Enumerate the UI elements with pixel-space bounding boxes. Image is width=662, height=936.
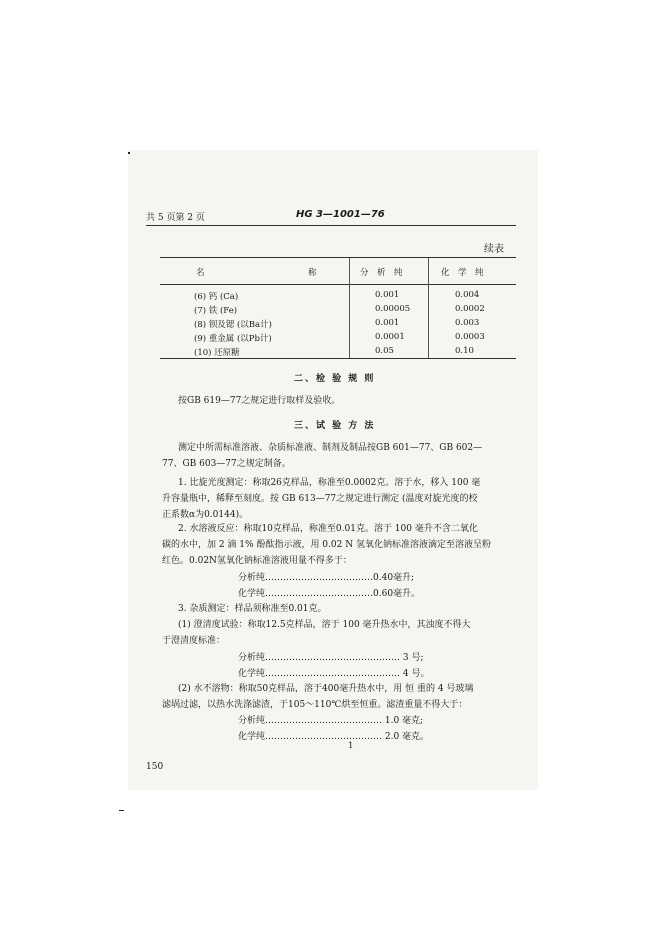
limit-line-analytical: 分析纯………………………………… 1.0 毫克; [238, 716, 424, 726]
paragraph-line: 红色。0.02N氢氧化钠标准溶液用量不得多于： [162, 556, 352, 566]
limit-line-chemical: 化学纯……………………………………… 4 号。 [238, 669, 430, 679]
section-title-test-methods: 三、试 验 方 法 [294, 421, 376, 431]
paragraph-line: 正系数α为0.0144)。 [162, 510, 249, 520]
limit-line-chemical: 化学纯………………………………0.60毫升。 [238, 589, 421, 599]
table-row-analytical: 0.05 [375, 346, 394, 356]
scan-speck [128, 152, 130, 154]
table-row-name: (10) 还原糖 [194, 348, 240, 358]
page-info: 共 5 页第 2 页 [146, 213, 205, 223]
column-header-name-left: 名 [196, 268, 205, 278]
limit-line-analytical: 分析纯……………………………………… 3 号; [238, 653, 424, 663]
paragraph-line: 1. 比旋光度测定：称取26克样品，称准至0.0002克。溶于水，移入 100 毫 [178, 478, 481, 488]
table-bottom-rule [160, 358, 516, 359]
table-top-rule [160, 257, 516, 258]
table-row-chemical: 0.0002 [455, 304, 485, 314]
standard-code: HG 3—1001—76 [296, 209, 385, 220]
paragraph-line: 于澄清度标准： [162, 636, 226, 646]
table-column-divider [349, 258, 350, 358]
table-row-chemical: 0.0003 [455, 332, 485, 342]
limit-line-chemical: 化学纯………………………………… 2.0 毫克。 [238, 732, 430, 742]
column-header-analytical: 分 析 纯 [360, 268, 403, 278]
limit-line-analytical: 分析纯………………………………0.40毫升; [238, 573, 415, 583]
table-row-chemical: 0.003 [455, 318, 480, 328]
page-number: 150 [146, 762, 164, 772]
table-row-analytical: 0.00005 [375, 304, 411, 314]
column-header-name-right: 称 [308, 268, 317, 278]
paragraph-line: (2) 水不溶物：称取50克样品，溶于400毫升热水中，用 恒 重的 4 号玻璃 [178, 684, 474, 694]
paragraph-line: 2. 水溶液反应：称取10克样品，称准至0.01克。溶于 100 毫升不含二氧化 [178, 524, 478, 534]
header-rule [146, 225, 516, 226]
scan-speck [119, 810, 124, 811]
table-caption: 续表 [484, 244, 504, 255]
paragraph-line: (1) 澄清度试验：称取12.5克样品，溶于 100 毫升热水中，其浊度不得大 [178, 620, 471, 630]
paragraph-line: 升容量瓶中，稀释至刻度。按 GB 613—77之规定进行测定 (温度对旋光度的校 [162, 494, 478, 504]
paragraph-line: 碳的水中，加 2 滴 1% 酚酞指示液，用 0.02 N 氢氧化钠标准溶液滴定至溶液呈粉 [162, 540, 491, 550]
table-row-name: (9) 重金属 (以Pb计) [194, 334, 272, 344]
table-row-chemical: 0.004 [455, 290, 480, 300]
column-header-chemical: 化 学 纯 [441, 268, 484, 278]
table-row-analytical: 0.001 [375, 290, 400, 300]
paragraph-line: 77、GB 603—77之规定制备。 [162, 459, 291, 469]
table-row-analytical: 0.0001 [375, 332, 405, 342]
table-row-name: (8) 钡及锶 (以Ba计) [194, 320, 272, 330]
table-row-name: (6) 钙 (Ca) [194, 292, 239, 302]
table-row-analytical: 0.001 [375, 318, 400, 328]
table-header-rule [160, 284, 516, 285]
paragraph-line: 滤埚过滤，以热水洗涤滤渣，于105～110℃烘至恒重。滤渣重量不得大于： [162, 700, 468, 710]
paragraph-line: 3. 杂质测定：样品须称准至0.01克。 [178, 604, 327, 614]
section-paragraph: 按GB 619—77之规定进行取样及验收。 [178, 396, 341, 406]
section-title-inspection-rules: 二、检 验 规 则 [294, 374, 376, 384]
table-column-divider [428, 258, 429, 358]
table-row-name: (7) 铁 (Fe) [194, 306, 238, 316]
paragraph-line: 测定中所需标准溶液、杂质标准液、制剂及制品按GB 601—77、GB 602— [178, 443, 483, 453]
table-row-chemical: 0.10 [455, 346, 474, 356]
footer-mark: 1 [348, 741, 354, 751]
